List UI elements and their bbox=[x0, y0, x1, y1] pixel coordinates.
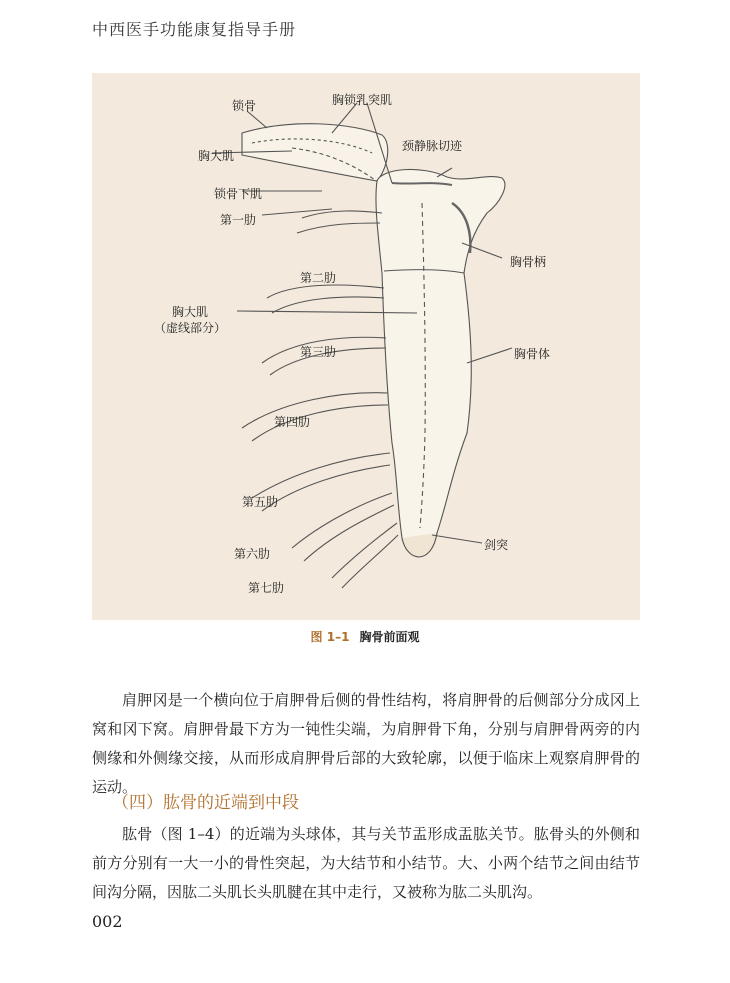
section-heading: （四）肱骨的近端到中段 bbox=[112, 793, 299, 813]
label-manubrium: 胸骨柄 bbox=[510, 255, 547, 269]
body-paragraph-2: 肱骨（图 1–4）的近端为头球体，其与关节盂形成盂肱关节。肱骨头的外侧和前方分别有一大一小的骨性突起，为大结节和小结节。大、小两个结节之间由结节间沟分隔，因肱二头肌长头肌腱在其中走行，又被称为肱二头肌沟。 bbox=[92, 825, 640, 901]
sternum-illustration bbox=[92, 73, 640, 620]
label-clavicle: 锁骨 bbox=[232, 99, 257, 113]
running-header: 中西医手功能康复指导手册 bbox=[92, 20, 297, 39]
label-seventh-rib: 第七肋 bbox=[248, 581, 285, 595]
page-number: 002 bbox=[92, 912, 123, 931]
label-sternum-body: 胸骨体 bbox=[514, 347, 551, 361]
body-paragraph-1: 肩胛冈是一个横向位于肩胛骨后侧的骨性结构，将肩胛骨的后侧部分分成冈上窝和冈下窝。肩胛骨最下方为一钝性尖端，为肩胛骨下角，分别与肩胛骨两旁的内侧缘和外侧缘交接，从而形成肩胛骨后部的大致轮廓，以便于临床上观察肩胛骨的运动。 bbox=[92, 691, 640, 796]
label-subclavius: 锁骨下肌 bbox=[214, 187, 263, 201]
label-third-rib: 第三肋 bbox=[300, 345, 337, 359]
label-sternocleidomastoid: 胸锁乳突肌 bbox=[332, 93, 393, 107]
figure-title: 胸骨前面观 bbox=[359, 630, 420, 644]
label-pectoralis-major-mid: 胸大肌 bbox=[172, 305, 209, 319]
label-first-rib: 第一肋 bbox=[220, 213, 257, 227]
sternum-figure bbox=[92, 73, 640, 620]
figure-number: 图 1–1 bbox=[310, 630, 350, 644]
label-jugular-notch: 颈静脉切迹 bbox=[402, 139, 463, 153]
figure-caption bbox=[0, 628, 730, 645]
label-second-rib: 第二肋 bbox=[300, 271, 337, 285]
label-fourth-rib: 第四肋 bbox=[274, 415, 311, 429]
label-xiphoid: 剑突 bbox=[484, 538, 509, 552]
label-dashed-part: （虚线部分） bbox=[154, 321, 227, 335]
label-sixth-rib: 第六肋 bbox=[234, 547, 271, 561]
label-pectoralis-major-top: 胸大肌 bbox=[198, 149, 235, 163]
label-fifth-rib: 第五肋 bbox=[242, 495, 279, 509]
